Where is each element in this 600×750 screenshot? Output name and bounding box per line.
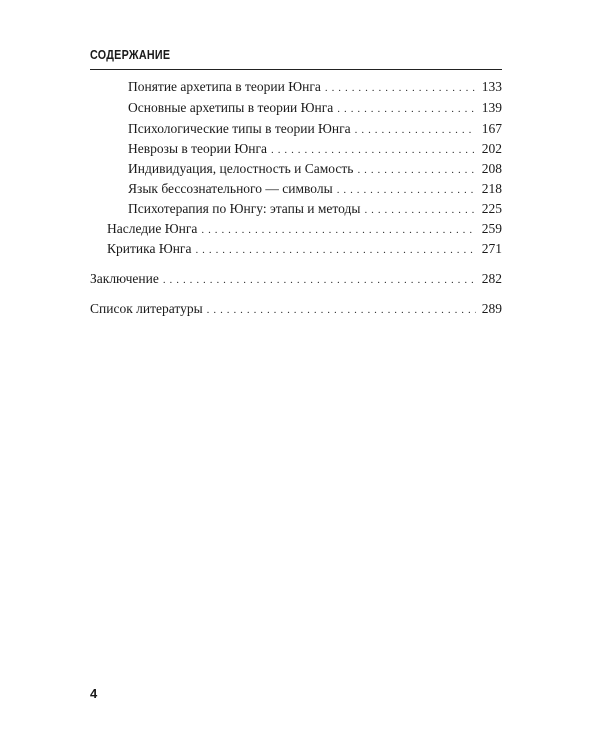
toc-entry[interactable] — [90, 301, 502, 318]
toc-entry-page: 289 — [481, 301, 502, 316]
toc-entry[interactable] — [107, 241, 502, 258]
dot-leader — [355, 122, 476, 138]
toc-entry-title: Психологические типы в теории Юнга — [128, 121, 351, 136]
toc-entry-title: Наследие Юнга — [107, 221, 198, 236]
dot-leader — [271, 142, 476, 158]
toc-entry-title: Основные архетипы в теории Юнга — [128, 100, 334, 115]
toc-entry[interactable] — [128, 201, 502, 218]
toc-entry[interactable] — [128, 100, 502, 117]
toc-entry-page: 259 — [481, 221, 502, 236]
dot-leader — [337, 101, 476, 117]
toc-entry-title: Психотерапия по Юнгу: этапы и методы — [128, 201, 361, 216]
running-head: СОДЕРЖАНИЕ — [90, 48, 171, 62]
toc-entry-page: 271 — [481, 241, 502, 256]
toc-entry-title: Язык бессознательного — символы — [128, 181, 333, 196]
toc-entry-page: 225 — [481, 201, 502, 216]
toc-entry-page: 218 — [481, 181, 502, 196]
dot-leader — [207, 302, 476, 318]
toc-entry[interactable] — [128, 181, 502, 198]
toc-entry[interactable] — [128, 121, 502, 138]
toc-entry-title: Понятие архетипа в теории Юнга — [128, 79, 321, 94]
toc-entry-title: Неврозы в теории Юнга — [128, 141, 267, 156]
toc-entry-title: Список литературы — [90, 301, 203, 316]
toc-entry-page: 139 — [481, 100, 502, 115]
dot-leader — [201, 222, 476, 238]
toc-entry-title: Индивидуация, целостность и Самость — [128, 161, 354, 176]
toc-entry-page: 208 — [481, 161, 502, 176]
toc-entry[interactable] — [107, 221, 502, 238]
toc-entry[interactable] — [128, 161, 502, 178]
dot-leader — [325, 80, 476, 96]
dot-leader — [163, 272, 476, 288]
toc-entry-title: Заключение — [90, 271, 159, 286]
page-number: 4 — [90, 686, 98, 701]
dot-leader — [337, 182, 476, 198]
toc-entry[interactable] — [90, 271, 502, 288]
toc-entry-page: 282 — [481, 271, 502, 286]
toc-entry-page: 202 — [481, 141, 502, 156]
toc-entry-title: Критика Юнга — [107, 241, 192, 256]
toc-entry-page: 167 — [481, 121, 502, 136]
dot-leader — [195, 242, 476, 258]
dot-leader — [364, 202, 476, 218]
toc-entry[interactable] — [128, 141, 502, 158]
toc-entry-page: 133 — [481, 79, 502, 94]
toc-entry[interactable] — [128, 79, 502, 96]
header-rule — [90, 69, 502, 70]
dot-leader — [357, 162, 476, 178]
